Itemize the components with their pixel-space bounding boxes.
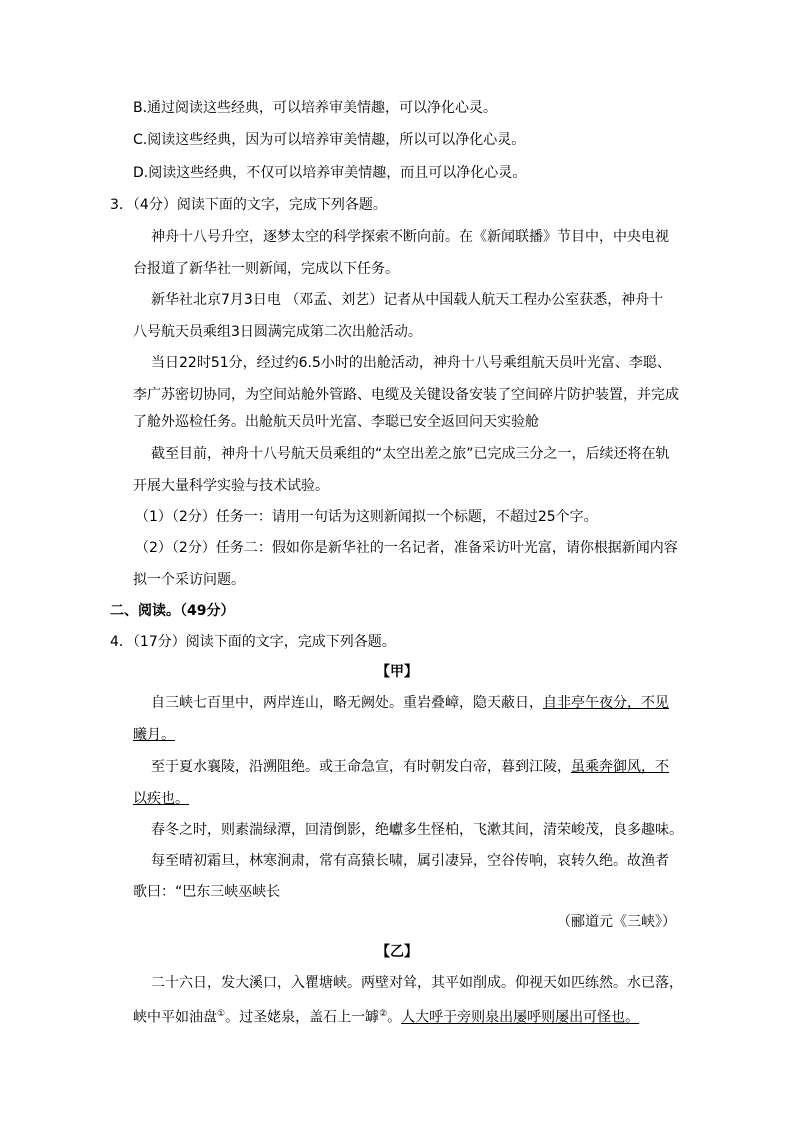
jia-line-2 [133, 725, 175, 745]
section-heading: 二、阅读。（49分） [110, 603, 235, 619]
yi-text: 。 [387, 1009, 402, 1026]
task-2-cont: 拟一个采访问题。 [133, 572, 245, 588]
jia-line-3 [151, 757, 669, 777]
jia-underlined: 自非亭午夜分，不见 [543, 695, 669, 711]
option-b: B.通过阅读这些经典，可以培养审美情趣，可以净化心灵。 [133, 100, 498, 116]
jia-line-5: 春冬之时，则素湍绿潭，回清倒影，绝巘多生怪柏，飞漱其间，清荣峻茂，良多趣味。 [151, 822, 683, 838]
news-line: 神舟十八号升空，逐梦太空的科学探索不断向前。在《新闻联播》节目中，中央电视 [151, 229, 669, 245]
task-1: （1）（2分）任务一：请用一句话为这则新闻拟一个标题，不超过25个字。 [135, 509, 598, 525]
jia-source: （郦道元《三峡》） [557, 914, 676, 930]
news-line: 截至目前，神舟十八号航天员乘组的“太空出差之旅”已完成三分之一，后续还将在轨 [151, 446, 670, 462]
jia-underlined: 虽乘奔御风，不 [571, 759, 669, 775]
jia-line-6: 每至晴初霜旦，林寒涧肃，常有高猿长啸，属引凄异，空谷传响，哀转久绝。故渔者 [151, 853, 669, 869]
news-line: 了舱外巡检任务。出舱航天员叶光富、李聪已安全返回问天实验舱 [133, 414, 539, 430]
yi-text: 峡中平如油盘 [133, 1009, 217, 1026]
option-c: C.阅读这些经典，因为可以培养审美情趣，所以可以净化心灵。 [133, 132, 526, 148]
yi-underlined: 人大呼于旁则泉出屡呼则屡出可怪也。 [401, 1009, 640, 1026]
question-3-stem: 3．（4分）阅读下面的文字，完成下列各题。 [110, 197, 387, 213]
footnote-mark: ② [379, 1009, 388, 1019]
passage-jia-title: 【甲】 [376, 664, 418, 680]
news-line: 新华社北京7月3日电 （邓孟、刘艺）记者从中国载人航天工程办公室获悉，神舟十 [151, 292, 664, 308]
jia-underlined: 以疾也。 [133, 791, 189, 807]
jia-text: 自三峡七百里中，两岸连山，略无阙处。重岩叠嶂，隐天蔽日， [151, 695, 543, 711]
option-d: D.阅读这些经典，不仅可以培养审美情趣，而且可以净化心灵。 [133, 165, 527, 181]
yi-line-1: 二十六日，发大溪口，入瞿塘峡。两壁对耸，其平如削成。仰视天如匹练然。水已落， [151, 975, 683, 991]
yi-text: 。过圣姥泉，盖石上一罅 [225, 1009, 380, 1026]
jia-line-1 [151, 693, 669, 713]
yi-line-2 [133, 1004, 639, 1028]
news-line: 台报道了新华社一则新闻，完成以下任务。 [133, 261, 399, 277]
jia-underlined: 曦月。 [133, 727, 175, 743]
jia-text: 至于夏水襄陵，沿溯阻绝。或王命急宣，有时朝发白帝，暮到江陵， [151, 759, 571, 775]
jia-line-4 [133, 789, 189, 809]
news-line: 李广苏密切协同，为空间站舱外管路、电缆及关键设备安装了空间碎片防护装置，并完成 [133, 387, 679, 403]
task-2: （2）（2分）任务二：假如你是新华社的一名记者，准备采访叶光富，请你根据新闻内容 [135, 540, 678, 556]
question-4-stem: 4．（17分）阅读下面的文字，完成下列各题。 [110, 634, 396, 650]
news-line: 当日22时51分，经过约6.5小时的出舱活动，神舟十八号乘组航天员叶光富、李聪、 [151, 355, 671, 371]
passage-yi-title: 【乙】 [376, 944, 418, 960]
jia-line-7: 歌曰：“巴东三峡巫峡长 [133, 884, 281, 900]
news-line: 开展大量科学实验与技术试验。 [133, 478, 329, 494]
footnote-mark: ① [217, 1009, 226, 1019]
news-line: 八号航天员乘组3日圆满完成第二次出舱活动。 [133, 324, 422, 340]
